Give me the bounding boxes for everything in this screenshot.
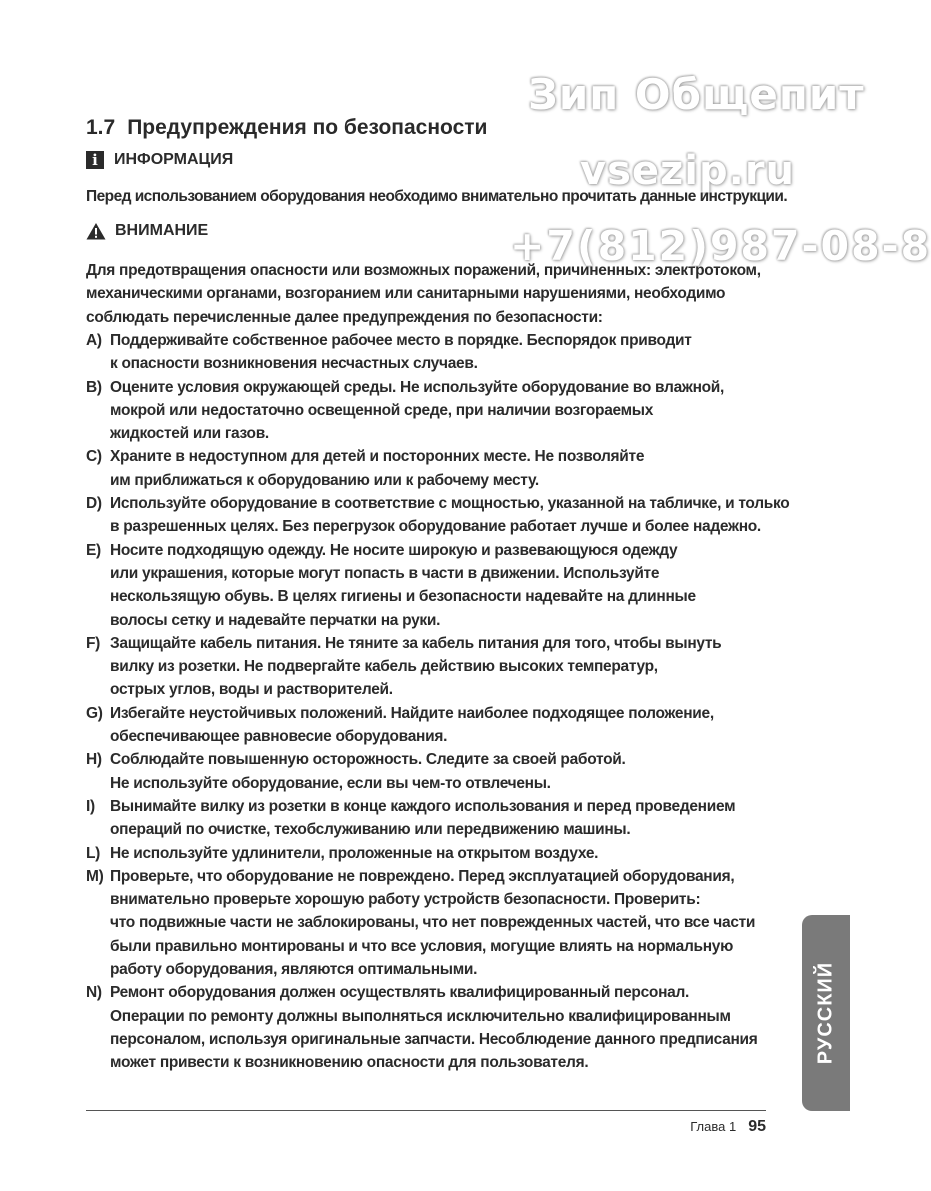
list-item-letter: H) bbox=[86, 751, 102, 769]
page-footer bbox=[690, 1118, 766, 1136]
list-item-line: мокрой или недостаточно освещенной среде, при наличии возгораемых bbox=[110, 401, 654, 419]
warning-triangle-icon bbox=[86, 222, 106, 240]
list-item-line: операций по очистке, техобслуживанию или передвижению машины. bbox=[110, 821, 631, 839]
list-item-body bbox=[110, 376, 724, 446]
list-item-line: персоналом, используя оригинальные запчасти. Несоблюдение данного предписания bbox=[110, 1030, 758, 1048]
section-title bbox=[86, 116, 487, 140]
list-item-body bbox=[110, 445, 644, 492]
list-item bbox=[86, 865, 776, 981]
list-item-line: Операции по ремонту должны выполняться исключительно квалифицированным bbox=[110, 1007, 731, 1025]
list-item-line: вилку из розетки. Не подвергайте кабель действию высоких температур, bbox=[110, 658, 658, 676]
list-item-letter: G) bbox=[86, 704, 103, 722]
warning-paragraph-line: механическими органами, возгоранием или санитарными нарушениями, необходимо bbox=[86, 285, 726, 303]
list-item bbox=[86, 492, 790, 539]
list-item bbox=[86, 329, 776, 376]
list-item-line: им приближаться к оборудованию или к рабочему месту. bbox=[110, 471, 539, 489]
watermark-brand: Зип Общепит bbox=[528, 70, 865, 119]
list-item-line: Оцените условия окружающей среды. Не используйте оборудование во влажной, bbox=[110, 378, 725, 396]
list-item-line: что подвижные части не заблокированы, что нет поврежденных частей, что все части bbox=[110, 914, 756, 932]
list-item-body bbox=[110, 981, 758, 1074]
section-number: 1.7 bbox=[86, 116, 116, 139]
watermark-site: vsezip.ru bbox=[580, 148, 796, 194]
list-item bbox=[86, 748, 776, 795]
list-item-line: к опасности возникновения несчастных случаев. bbox=[110, 355, 478, 373]
list-item-line: обеспечивающее равновесие оборудования. bbox=[110, 728, 448, 746]
list-item-line: острых углов, воды и растворителей. bbox=[110, 681, 393, 699]
list-item bbox=[86, 981, 776, 1074]
list-item-line: Вынимайте вилку из розетки в конце каждого использования и перед проведением bbox=[110, 797, 736, 815]
list-item bbox=[86, 632, 776, 702]
list-item-line: или украшения, которые могут попасть в части в движении. Используйте bbox=[110, 564, 660, 582]
list-item-line: Соблюдайте повышенную осторожность. Следите за своей работой. bbox=[110, 751, 626, 769]
list-item-line: Поддерживайте собственное рабочее место в порядке. Беспорядок приводит bbox=[110, 332, 692, 349]
list-item-letter: L) bbox=[86, 844, 101, 862]
list-item-line: Проверьте, что оборудование не повреждено. Перед эксплуатацией оборудования, bbox=[110, 867, 735, 885]
list-item-letter: E) bbox=[86, 541, 101, 559]
list-item-letter: C) bbox=[86, 448, 102, 466]
list-item-line: Храните в недоступном для детей и посторонних месте. Не позволяйте bbox=[110, 448, 645, 466]
list-item-line: Используйте оборудование в соответствие с мощностью, указанной на табличке, и только bbox=[110, 495, 790, 513]
list-item-letter: F) bbox=[86, 634, 101, 652]
list-item-line: внимательно проверьте хорошую работу устройств безопасности. Проверить: bbox=[110, 891, 701, 909]
list-item-line: Ремонт оборудования должен осуществлять квалифицированный персонал. bbox=[110, 984, 690, 1002]
section-title-text: Предупреждения по безопасности bbox=[127, 116, 488, 139]
list-item-line: Защищайте кабель питания. Не тяните за кабель питания для того, чтобы вынуть bbox=[110, 634, 722, 652]
list-item bbox=[86, 842, 776, 865]
footer-divider bbox=[86, 1110, 766, 1111]
list-item bbox=[86, 539, 776, 632]
list-item-line: волосы сетку и надевайте перчатки на руки. bbox=[110, 611, 441, 629]
list-item-body bbox=[110, 748, 625, 795]
list-item bbox=[86, 702, 776, 749]
list-item-letter: A) bbox=[86, 332, 102, 349]
safety-list bbox=[86, 329, 790, 1075]
list-item-body bbox=[110, 539, 696, 632]
info-heading bbox=[86, 151, 233, 169]
warning-heading bbox=[86, 222, 208, 240]
warning-paragraph-line: соблюдать перечисленные далее предупреждения по безопасности: bbox=[86, 308, 603, 326]
footer-chapter: Глава 1 bbox=[690, 1119, 737, 1134]
language-tab bbox=[802, 915, 850, 1111]
list-item-line: Носите подходящую одежду. Не носите широкую и развевающуюся одежду bbox=[110, 541, 678, 559]
list-item bbox=[86, 376, 776, 446]
list-item-letter: B) bbox=[86, 378, 102, 396]
list-item-body bbox=[110, 795, 735, 842]
list-item-body bbox=[110, 492, 789, 539]
list-item bbox=[86, 795, 776, 842]
list-item-line: были правильно монтированы и что все условия, могущие влиять на нормальную bbox=[110, 937, 734, 955]
list-item-body bbox=[110, 632, 721, 702]
info-icon: i bbox=[86, 151, 104, 169]
list-item-line: Не используйте оборудование, если вы чем-то отвлечены. bbox=[110, 774, 551, 792]
warning-label: ВНИМАНИЕ bbox=[115, 222, 209, 239]
list-item-body bbox=[110, 865, 755, 981]
watermark-phone: +7(812)987-08-8 bbox=[510, 222, 931, 270]
list-item-line: в разрешенных целях. Без перегрузок оборудование работает лучше и более надежно. bbox=[110, 518, 761, 536]
info-text: Перед использованием оборудования необходимо внимательно прочитать данные инструкции. bbox=[86, 188, 788, 205]
list-item-letter: I) bbox=[86, 797, 95, 815]
list-item-line: нескользящую обувь. В целях гигиены и безопасности надевайте на длинные bbox=[110, 588, 696, 606]
warning-paragraph bbox=[86, 259, 776, 329]
list-item-body bbox=[110, 329, 692, 376]
list-item-line: жидкостей или газов. bbox=[110, 425, 269, 443]
list-item bbox=[86, 445, 776, 492]
list-item-line: работу оборудования, являются оптимальными. bbox=[110, 961, 478, 979]
list-item-letter: D) bbox=[86, 495, 102, 513]
page-number: 95 bbox=[748, 1118, 766, 1135]
list-item-body bbox=[110, 702, 714, 749]
list-item-letter: N) bbox=[86, 984, 102, 1002]
list-item-line: может привести к возникновению опасности для пользователя. bbox=[110, 1054, 589, 1072]
warning-paragraph-line: Для предотвращения опасности или возможных поражений, причиненных: электротоком, bbox=[86, 262, 761, 279]
info-label: ИНФОРМАЦИЯ bbox=[114, 151, 234, 168]
list-item-line: Избегайте неустойчивых положений. Найдите наиболее подходящее положение, bbox=[110, 704, 714, 722]
language-tab-label: РУССКИЙ bbox=[814, 961, 837, 1065]
list-item-letter: M) bbox=[86, 867, 104, 885]
list-item-body bbox=[110, 842, 598, 865]
list-item-line: Не используйте удлинители, проложенные на открытом воздухе. bbox=[110, 844, 599, 862]
